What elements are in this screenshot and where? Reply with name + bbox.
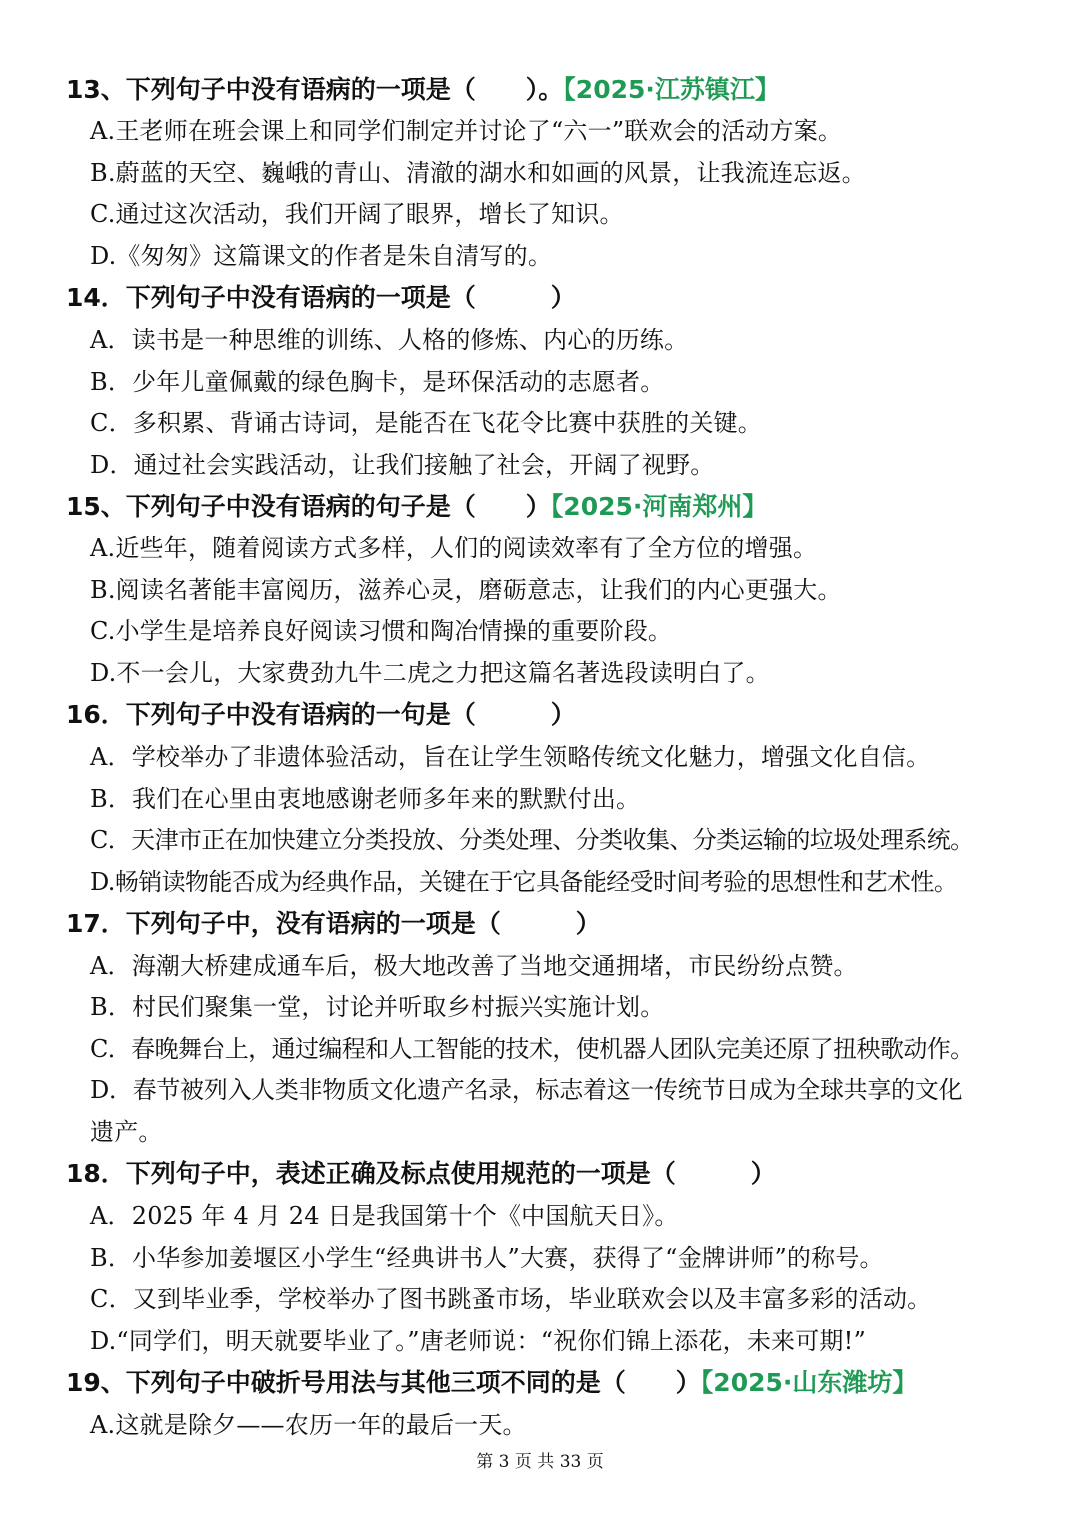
question-19-option-a: A.这就是除夕——农历一年的最后一天。 bbox=[90, 1411, 527, 1439]
page-number-footer: 第 3 页 共 33 页 bbox=[476, 1452, 604, 1472]
question-14-option-d: D．通过社会实践活动，让我们接触了社会，开阔了视野。 bbox=[90, 451, 715, 479]
question-18-option-d: D.“同学们，明天就要毕业了。”唐老师说：“祝你们锦上添花，未来可期!” bbox=[90, 1327, 866, 1355]
question-15-option-a: A.近些年，随着阅读方式多样，人们的阅读效率有了全方位的增强。 bbox=[90, 534, 818, 562]
question-14-option-a: A．读书是一种思维的训练、人格的修炼、内心的历练。 bbox=[90, 326, 689, 354]
question-19-stem: 19、下列句子中破折号用法与其他三项不同的是（ ）【2025·山东潍坊】 bbox=[66, 1368, 918, 1397]
question-16-option-c: C．天津市正在加快建立分类投放、分类处理、分类收集、分类运输的垃圾处理系统。 bbox=[90, 826, 974, 854]
question-17-option-a: A．海潮大桥建成通车后，极大地改善了当地交通拥堵，市民纷纷点赞。 bbox=[90, 952, 858, 980]
question-16-option-b: B．我们在心里由衷地感谢老师多年来的默默付出。 bbox=[90, 785, 641, 813]
question-13-option-a: A.王老师在班会课上和同学们制定并讨论了“六一”联欢会的活动方案。 bbox=[90, 117, 843, 145]
question-16-stem: 16．下列句子中没有语病的一句是（ ） bbox=[66, 700, 576, 729]
question-16-option-a: A．学校举办了非遗体验活动，旨在让学生领略传统文化魅力，增强文化自信。 bbox=[90, 743, 931, 771]
question-18-option-b: B．小华参加姜堰区小学生“经典讲书人”大赛，获得了“金牌讲师”的称号。 bbox=[90, 1244, 884, 1272]
question-13-option-d: D.《匆匆》这篇课文的作者是朱自清写的。 bbox=[90, 242, 553, 270]
question-13-option-b: B.蔚蓝的天空、巍峨的青山、清澈的湖水和如画的风景，让我流连忘返。 bbox=[90, 159, 866, 187]
question-19-source-tag: 【2025·山东潍坊】 bbox=[700, 1368, 918, 1397]
question-13-option-c: C.通过这次活动，我们开阔了眼界，增长了知识。 bbox=[90, 200, 624, 228]
question-18-stem: 18．下列句子中，表述正确及标点使用规范的一项是（ ） bbox=[66, 1159, 776, 1188]
question-13-stem: 13、下列句子中没有语病的一项是（ ）。【2025·江苏镇江】 bbox=[66, 75, 780, 104]
question-16-option-d: D.畅销读物能否成为经典作品，关键在于它具备能经受时间考验的思想性和艺术性。 bbox=[90, 868, 958, 896]
question-17-stem: 17．下列句子中，没有语病的一项是（ ） bbox=[66, 909, 601, 938]
question-18-option-a: A．2025 年 4 月 24 日是我国第十个《中国航天日》。 bbox=[90, 1202, 679, 1230]
question-14-option-c: C．多积累、背诵古诗词，是能否在飞花令比赛中获胜的关键。 bbox=[90, 409, 762, 437]
question-17-option-d: D．春节被列入人类非物质文化遗产名录，标志着这一传统节日成为全球共享的文化 bbox=[90, 1076, 963, 1104]
question-15-option-b: B.阅读名著能丰富阅历，滋养心灵，磨砺意志，让我们的内心更强大。 bbox=[90, 576, 842, 604]
question-15-option-c: C.小学生是培养良好阅读习惯和陶冶情操的重要阶段。 bbox=[90, 617, 673, 645]
question-15-stem: 15、下列句子中没有语病的句子是（ ）【2025·河南郑州】 bbox=[66, 492, 768, 521]
question-17-option-c: C．春晚舞台上，通过编程和人工智能的技术，使机器人团队完美还原了扭秧歌动作。 bbox=[90, 1035, 974, 1063]
question-14-stem: 14．下列句子中没有语病的一项是（ ） bbox=[66, 283, 576, 312]
question-18-option-c: C．又到毕业季，学校举办了图书跳蚤市场，毕业联欢会以及丰富多彩的活动。 bbox=[90, 1285, 932, 1313]
question-13-source-tag: 【2025·江苏镇江】 bbox=[563, 75, 780, 104]
question-17-option-b: B．村民们聚集一堂，讨论并听取乡村振兴实施计划。 bbox=[90, 993, 665, 1021]
question-14-option-b: B．少年儿童佩戴的绿色胸卡，是环保活动的志愿者。 bbox=[90, 368, 665, 396]
question-15-source-tag: 【2025·河南郑州】 bbox=[550, 492, 768, 521]
question-17-option-d-continued: 遗产。 bbox=[90, 1118, 163, 1146]
question-15-option-d: D.不一会儿，大家费劲九牛二虎之力把这篇名著选段读明白了。 bbox=[90, 659, 770, 687]
